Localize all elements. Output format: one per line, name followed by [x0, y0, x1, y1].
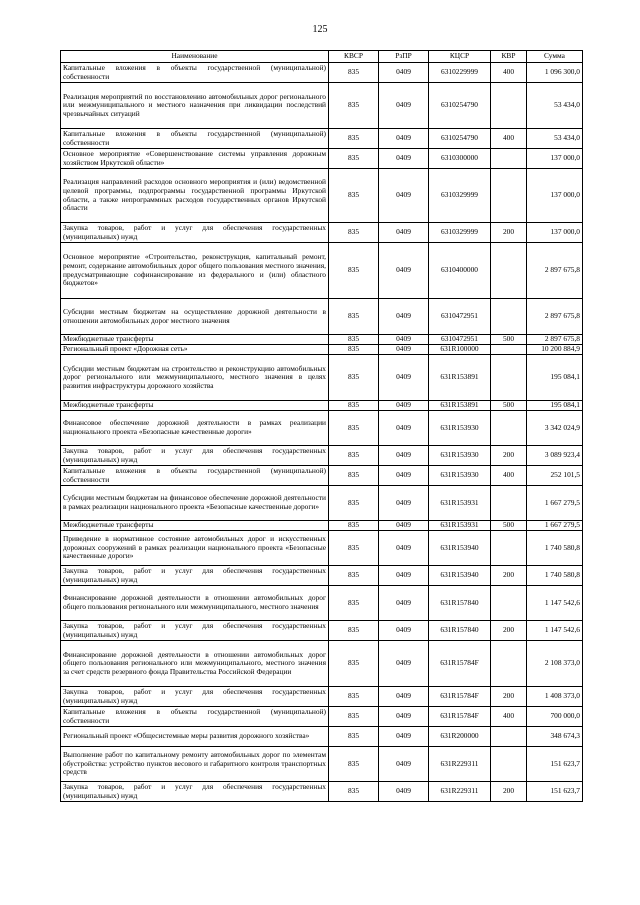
row-rzpr-cell: 0409 [379, 586, 429, 621]
row-name-cell: Основное мероприятие «Совершенствование системы управления дорожным хозяйством Иркутской области» [61, 149, 329, 169]
row-kvsr-cell: 835 [329, 223, 379, 243]
table-row [61, 243, 583, 299]
row-rzpr-cell: 0409 [379, 169, 429, 223]
budget-table [60, 50, 583, 802]
row-rzpr-cell: 0409 [379, 345, 429, 355]
table-row [61, 641, 583, 687]
row-name-cell: Капитальные вложения в объекты государственной (муниципальной) собственности [61, 129, 329, 149]
row-kcsr-cell: 6310229999 [429, 63, 491, 83]
row-kcsr-cell: 631R229311 [429, 747, 491, 782]
row-kvr-cell [491, 83, 527, 129]
header-kcsr: КЦСР [429, 51, 491, 63]
row-name-cell: Субсидии местным бюджетам на финансовое обеспечение дорожной деятельности в рамках реализации национального проекта «Безопасные качественные дороги» [61, 486, 329, 521]
row-kvr-cell: 200 [491, 566, 527, 586]
row-kvsr-cell: 835 [329, 727, 379, 747]
table-row [61, 169, 583, 223]
table-row [61, 586, 583, 621]
row-rzpr-cell: 0409 [379, 621, 429, 641]
row-kvsr-cell: 835 [329, 566, 379, 586]
table-row [61, 149, 583, 169]
table-row [61, 531, 583, 566]
row-kvsr-cell: 835 [329, 621, 379, 641]
header-kvsr: КВСР [329, 51, 379, 63]
row-name-cell: Финансовое обеспечение дорожной деятельности в рамках реализации национального проекта «Безопасные качественные дороги» [61, 411, 329, 446]
row-name-cell: Капитальные вложения в объекты государственной (муниципальной) собственности [61, 63, 329, 83]
row-rzpr-cell: 0409 [379, 63, 429, 83]
row-sum-cell: 2 897 675,8 [527, 243, 583, 299]
row-name-cell: Реализация направлений расходов основного мероприятия и (или) ведомственной целевой программы, подпрограммы государственной программы Иркутской области, а также непрограммных расходов государственных органов Иркутской области [61, 169, 329, 223]
row-kcsr-cell: 6310329999 [429, 223, 491, 243]
row-sum-cell: 2 897 675,8 [527, 299, 583, 335]
row-kcsr-cell: 631R100000 [429, 345, 491, 355]
row-sum-cell: 1 096 300,0 [527, 63, 583, 83]
row-kcsr-cell: 631R153940 [429, 531, 491, 566]
row-kcsr-cell: 6310472951 [429, 299, 491, 335]
row-name-cell: Закупка товаров, работ и услуг для обеспечения государственных (муниципальных) нужд [61, 446, 329, 466]
table-row [61, 401, 583, 411]
row-kvsr-cell: 835 [329, 129, 379, 149]
table-row [61, 63, 583, 83]
header-sum: Сумма [527, 51, 583, 63]
row-kcsr-cell: 6310400000 [429, 243, 491, 299]
row-name-cell: Закупка товаров, работ и услуг для обеспечения государственных (муниципальных) нужд [61, 566, 329, 586]
row-name-cell: Капитальные вложения в объекты государственной (муниципальной) собственности [61, 466, 329, 486]
row-sum-cell: 2 108 373,0 [527, 641, 583, 687]
row-kcsr-cell: 6310329999 [429, 169, 491, 223]
table-row [61, 466, 583, 486]
header-kvr: КВР [491, 51, 527, 63]
row-kvr-cell: 200 [491, 223, 527, 243]
row-rzpr-cell: 0409 [379, 641, 429, 687]
table-row [61, 521, 583, 531]
row-kvr-cell: 200 [491, 621, 527, 641]
row-kcsr-cell: 631R153931 [429, 521, 491, 531]
row-name-cell: Приведение в нормативное состояние автомобильных дорог и искусственных дорожных сооружений в рамках реализации национального проекта «Безопасные качественные дороги» [61, 531, 329, 566]
row-name-cell: Межбюджетные трансферты [61, 401, 329, 411]
row-kvsr-cell: 835 [329, 446, 379, 466]
row-sum-cell: 151 623,7 [527, 782, 583, 802]
row-kvsr-cell: 835 [329, 299, 379, 335]
row-sum-cell: 3 089 923,4 [527, 446, 583, 466]
row-rzpr-cell: 0409 [379, 566, 429, 586]
row-kcsr-cell: 6310254790 [429, 129, 491, 149]
row-kvsr-cell: 835 [329, 747, 379, 782]
row-rzpr-cell: 0409 [379, 401, 429, 411]
row-sum-cell: 252 101,5 [527, 466, 583, 486]
row-kvr-cell [491, 486, 527, 521]
row-kvr-cell: 400 [491, 129, 527, 149]
row-sum-cell: 195 084,1 [527, 355, 583, 401]
table-row [61, 299, 583, 335]
row-rzpr-cell: 0409 [379, 335, 429, 345]
row-kvsr-cell: 835 [329, 83, 379, 129]
row-sum-cell: 3 342 024,9 [527, 411, 583, 446]
row-rzpr-cell: 0409 [379, 243, 429, 299]
row-rzpr-cell: 0409 [379, 446, 429, 466]
row-kvsr-cell: 835 [329, 782, 379, 802]
row-kcsr-cell: 6310300000 [429, 149, 491, 169]
row-kvr-cell [491, 169, 527, 223]
row-rzpr-cell: 0409 [379, 149, 429, 169]
row-kvr-cell [491, 586, 527, 621]
row-kcsr-cell: 631R200000 [429, 727, 491, 747]
table-row [61, 129, 583, 149]
row-kvsr-cell: 835 [329, 169, 379, 223]
header-name: Наименование [61, 51, 329, 63]
row-sum-cell: 1 408 373,0 [527, 687, 583, 707]
row-rzpr-cell: 0409 [379, 411, 429, 446]
row-kcsr-cell: 631R15784F [429, 641, 491, 687]
row-rzpr-cell: 0409 [379, 707, 429, 727]
row-kvr-cell: 400 [491, 707, 527, 727]
row-name-cell: Субсидии местным бюджетам на осуществление дорожной деятельности в отношении автомобильных дорог местного значения [61, 299, 329, 335]
row-kvr-cell [491, 641, 527, 687]
row-name-cell: Капитальные вложения в объекты государственной (муниципальной) собственности [61, 707, 329, 727]
row-name-cell: Выполнение работ по капитальному ремонту автомобильных дорог по элементам обустройства: устройство пунктов весового и габаритного контроля транспортных средств [61, 747, 329, 782]
table-row [61, 782, 583, 802]
row-rzpr-cell: 0409 [379, 83, 429, 129]
row-name-cell: Закупка товаров, работ и услуг для обеспечения государственных (муниципальных) нужд [61, 223, 329, 243]
row-rzpr-cell: 0409 [379, 782, 429, 802]
row-kvr-cell: 500 [491, 521, 527, 531]
row-name-cell: Финансирование дорожной деятельности в отношении автомобильных дорог общего пользования регионального или межмуниципального, местного значения за счет средств резервного фонда Правительства Российской Федерации [61, 641, 329, 687]
table-row [61, 486, 583, 521]
row-sum-cell: 137 000,0 [527, 149, 583, 169]
row-kvr-cell [491, 411, 527, 446]
row-kvsr-cell: 835 [329, 687, 379, 707]
row-kcsr-cell: 631R153891 [429, 401, 491, 411]
row-sum-cell: 1 667 279,5 [527, 486, 583, 521]
page-number: 125 [312, 24, 328, 35]
row-kvr-cell: 400 [491, 466, 527, 486]
row-kvsr-cell: 835 [329, 641, 379, 687]
row-rzpr-cell: 0409 [379, 687, 429, 707]
row-sum-cell: 1 147 542,6 [527, 621, 583, 641]
row-kvsr-cell: 835 [329, 355, 379, 401]
row-kcsr-cell: 631R229311 [429, 782, 491, 802]
row-sum-cell: 1 147 542,6 [527, 586, 583, 621]
row-rzpr-cell: 0409 [379, 299, 429, 335]
row-sum-cell: 53 434,0 [527, 129, 583, 149]
table-row [61, 687, 583, 707]
table-row [61, 355, 583, 401]
row-kvr-cell [491, 149, 527, 169]
header-rzpr: РзПР [379, 51, 429, 63]
row-kvsr-cell: 835 [329, 243, 379, 299]
row-sum-cell: 348 674,3 [527, 727, 583, 747]
row-kcsr-cell: 631R153931 [429, 486, 491, 521]
table-row [61, 335, 583, 345]
row-rzpr-cell: 0409 [379, 129, 429, 149]
row-sum-cell: 1 740 580,8 [527, 531, 583, 566]
table-row [61, 727, 583, 747]
row-rzpr-cell: 0409 [379, 727, 429, 747]
row-kcsr-cell: 6310254790 [429, 83, 491, 129]
row-kvr-cell: 200 [491, 446, 527, 466]
row-kvr-cell: 500 [491, 335, 527, 345]
row-kvsr-cell: 835 [329, 345, 379, 355]
row-sum-cell: 195 084,1 [527, 401, 583, 411]
row-kvsr-cell: 835 [329, 149, 379, 169]
row-kvr-cell [491, 355, 527, 401]
row-kvr-cell [491, 299, 527, 335]
table-row [61, 345, 583, 355]
row-sum-cell: 1 740 580,8 [527, 566, 583, 586]
row-sum-cell: 151 623,7 [527, 747, 583, 782]
row-rzpr-cell: 0409 [379, 521, 429, 531]
table-row [61, 223, 583, 243]
row-name-cell: Закупка товаров, работ и услуг для обеспечения государственных (муниципальных) нужд [61, 621, 329, 641]
row-kvsr-cell: 835 [329, 531, 379, 566]
row-kcsr-cell: 631R157840 [429, 621, 491, 641]
row-kcsr-cell: 631R153930 [429, 411, 491, 446]
row-kvsr-cell: 835 [329, 586, 379, 621]
row-rzpr-cell: 0409 [379, 223, 429, 243]
row-kcsr-cell: 631R157840 [429, 586, 491, 621]
row-kvsr-cell: 835 [329, 63, 379, 83]
row-kvsr-cell: 835 [329, 707, 379, 727]
row-name-cell: Основное мероприятие «Строительство, реконструкция, капитальный ремонт, ремонт, содержание автомобильных дорог общего пользования местного значения, предусматривающие софинансирование из федерального и (или) областного бюджетов» [61, 243, 329, 299]
row-sum-cell: 10 200 884,9 [527, 345, 583, 355]
table-row [61, 707, 583, 727]
row-name-cell: Межбюджетные трансферты [61, 521, 329, 531]
row-rzpr-cell: 0409 [379, 466, 429, 486]
row-name-cell: Финансирование дорожной деятельности в отношении автомобильных дорог общего пользования регионального или межмуниципального, местного значения [61, 586, 329, 621]
row-kvr-cell [491, 727, 527, 747]
row-name-cell: Межбюджетные трансферты [61, 335, 329, 345]
row-rzpr-cell: 0409 [379, 486, 429, 521]
row-sum-cell: 137 000,0 [527, 169, 583, 223]
row-kcsr-cell: 6310472951 [429, 335, 491, 345]
row-kcsr-cell: 631R15784F [429, 687, 491, 707]
row-name-cell: Региональный проект «Общесистемные меры развития дорожного хозяйства» [61, 727, 329, 747]
row-kcsr-cell: 631R153891 [429, 355, 491, 401]
table-header-row [61, 51, 583, 63]
row-sum-cell: 53 434,0 [527, 83, 583, 129]
row-name-cell: Субсидии местным бюджетам на строительство и реконструкцию автомобильных дорог регионального или межмуниципального, местного значения в целях развития инфраструктуры дорожного хозяйства [61, 355, 329, 401]
row-sum-cell: 700 000,0 [527, 707, 583, 727]
table-row [61, 747, 583, 782]
row-kcsr-cell: 631R153940 [429, 566, 491, 586]
row-kcsr-cell: 631R153930 [429, 466, 491, 486]
row-kcsr-cell: 631R153930 [429, 446, 491, 466]
row-kvr-cell: 200 [491, 782, 527, 802]
row-kvr-cell: 500 [491, 401, 527, 411]
table-row [61, 621, 583, 641]
row-kvsr-cell: 835 [329, 411, 379, 446]
row-kvr-cell [491, 243, 527, 299]
row-kvsr-cell: 835 [329, 401, 379, 411]
row-name-cell: Закупка товаров, работ и услуг для обеспечения государственных (муниципальных) нужд [61, 687, 329, 707]
row-rzpr-cell: 0409 [379, 747, 429, 782]
table-row [61, 566, 583, 586]
row-rzpr-cell: 0409 [379, 355, 429, 401]
table-row [61, 411, 583, 446]
row-kvr-cell: 200 [491, 687, 527, 707]
row-rzpr-cell: 0409 [379, 531, 429, 566]
row-kvr-cell [491, 345, 527, 355]
row-name-cell: Региональный проект «Дорожная сеть» [61, 345, 329, 355]
row-sum-cell: 1 667 279,5 [527, 521, 583, 531]
row-kvr-cell: 400 [491, 63, 527, 83]
row-kvsr-cell: 835 [329, 486, 379, 521]
row-kvsr-cell: 835 [329, 335, 379, 345]
row-sum-cell: 137 000,0 [527, 223, 583, 243]
row-kcsr-cell: 631R15784F [429, 707, 491, 727]
row-name-cell: Реализация мероприятий по восстановлению автомобильных дорог регионального или межмуниципального и местного назначения при ликвидации последствий чрезвычайных ситуаций [61, 83, 329, 129]
row-kvr-cell [491, 531, 527, 566]
table-row [61, 83, 583, 129]
row-kvsr-cell: 835 [329, 466, 379, 486]
row-name-cell: Закупка товаров, работ и услуг для обеспечения государственных (муниципальных) нужд [61, 782, 329, 802]
table-row [61, 446, 583, 466]
row-kvsr-cell: 835 [329, 521, 379, 531]
row-kvr-cell [491, 747, 527, 782]
row-sum-cell: 2 897 675,8 [527, 335, 583, 345]
